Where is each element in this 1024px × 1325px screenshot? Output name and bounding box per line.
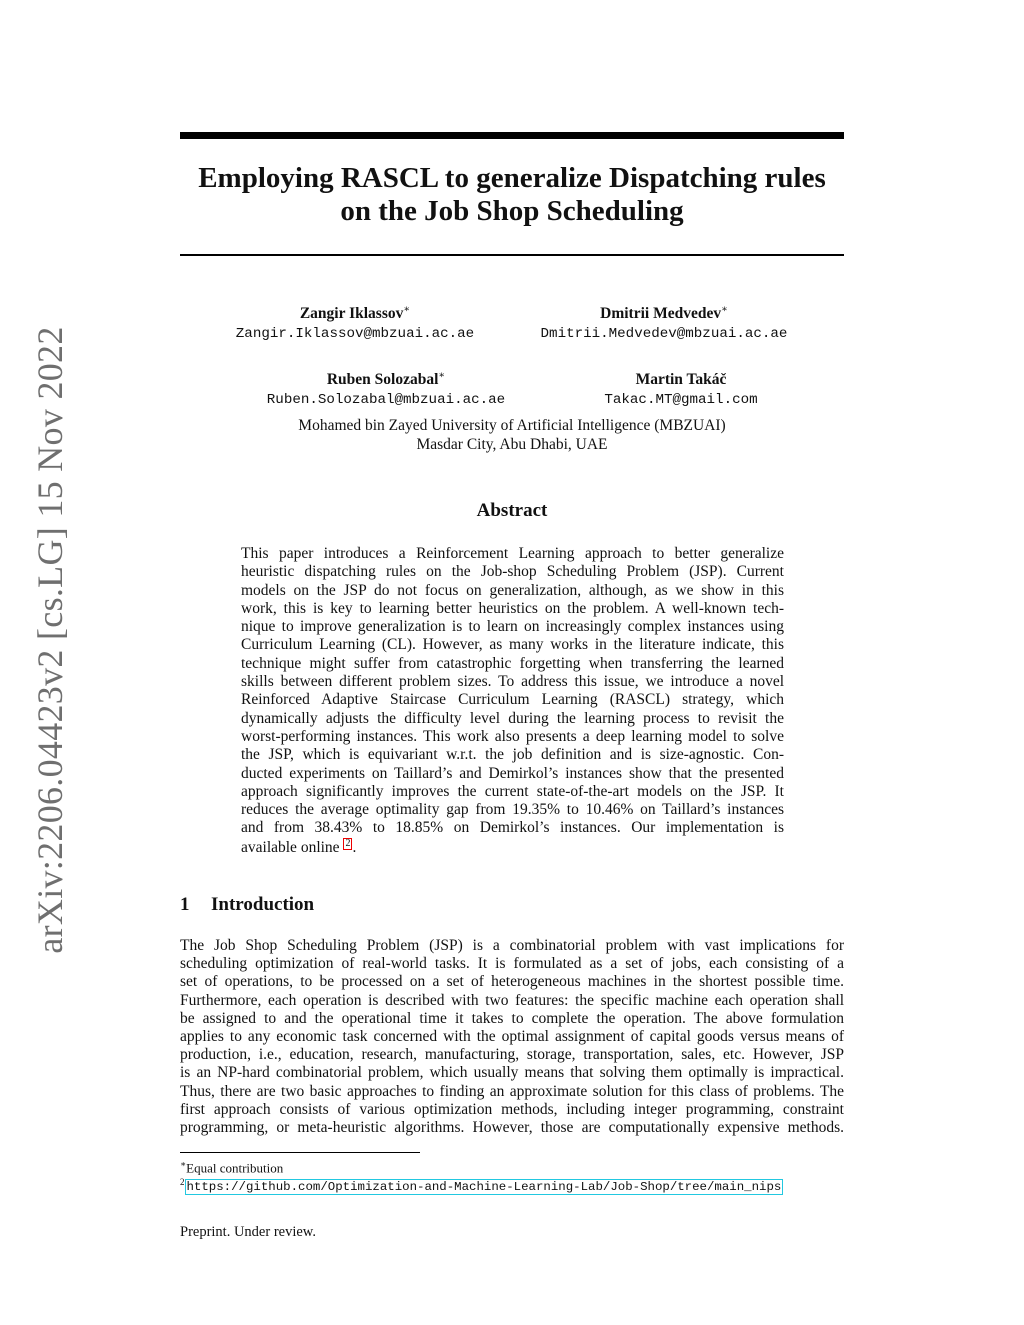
abstract-last-line: available online 2 . <box>241 837 357 856</box>
intro-line: first approach consists of various optimization methods, including integer programming, constraint <box>180 1100 844 1118</box>
intro-line: set of operations, to be processed on a set of heterogeneous machines in the shortest possible time. <box>180 973 844 991</box>
footnote-rule <box>180 1152 420 1153</box>
abstract-line: ducted experiments on Taillard’s and Demirkol’s instances show that the presented <box>241 764 784 782</box>
abstract-line: approach significantly improves the current state-of-the-art models on the JSP. It <box>241 782 784 800</box>
author-4 <box>521 366 841 410</box>
abstract-line: nique to improve generalization is to learn on increasingly complex instances using <box>241 618 784 636</box>
author-email[interactable]: Dmitrii.Medvedev@mbzuai.ac.ae <box>540 326 788 343</box>
abstract-line: dynamically adjusts the difficulty level during the learning process to revisit the <box>241 709 784 727</box>
author-email[interactable]: Zangir.Iklassov@mbzuai.ac.ae <box>235 326 475 343</box>
repository-link[interactable]: https://github.com/Optimization-and-Machine-Learning-Lab/Job-Shop/tree/main_nips <box>186 1180 782 1195</box>
section-number: 1 <box>180 894 190 915</box>
affiliation-line-1: Mohamed bin Zayed University of Artificial Intelligence (MBZUAI) <box>298 417 726 434</box>
abstract-line: heuristic dispatching rules on the Job-shop Scheduling Problem (JSP). Current <box>241 563 784 581</box>
intro-line: production, i.e., education, research, manufacturing, storage, transportation, sales, etc. However, JSP <box>180 1046 844 1064</box>
intro-line: The Job Shop Scheduling Problem (JSP) is a combinatorial problem with vast implications for <box>180 937 844 954</box>
abstract-line: the JSP, which is equivariant w.r.t. the job definition and is size-agnostic. Con- <box>241 746 784 764</box>
author-email[interactable]: Ruben.Solozabal@mbzuai.ac.ae <box>266 392 506 409</box>
abstract-heading: Abstract <box>476 500 548 521</box>
footnote-2-link[interactable]: 2 <box>345 837 351 849</box>
author-name: Dmitrii Medvedev∗ <box>600 304 728 323</box>
abstract-line: This paper introduces a Reinforcement Learning approach to better generalize <box>241 545 784 562</box>
paper-title: Employing RASCL to generalize Dispatching rules on the Job Shop Scheduling <box>198 162 826 227</box>
author-1 <box>195 300 515 344</box>
affiliation <box>180 416 844 454</box>
section-title: Introduction <box>211 894 315 915</box>
abstract-line: Reinforced Adaptive Staircase Curriculum Learning (RASCL) strategy, which <box>241 691 784 709</box>
abstract-body <box>241 545 784 857</box>
author-email[interactable]: Takac.MT@gmail.com <box>604 392 758 409</box>
abstract-line: skills between different problem sizes. To address this issue, we introduce a novel <box>241 673 784 691</box>
abstract-line: technique might suffer from catastrophic forgetting when transferring the learned <box>241 654 784 672</box>
affiliation-line-2: Masdar City, Abu Dhabi, UAE <box>416 436 608 453</box>
author-name: Zangir Iklassov∗ <box>299 304 411 323</box>
intro-line: programming, or meta-heuristic algorithms. However, those are computationally expensive methods. <box>180 1119 844 1137</box>
introduction-body <box>180 937 844 1137</box>
section-heading <box>180 894 314 916</box>
abstract-line: Curriculum Learning (CL). However, as many works in the literature indicate, this <box>241 636 784 654</box>
author-name: Ruben Solozabal∗ <box>326 370 446 389</box>
footnote-2: $^2$ https://github.com/Optimization-and-Machine-Learning-Lab/Job-Shop/tree/main_nips <box>180 1177 782 1195</box>
intro-line: be assigned to and the operational time it takes to complete the operation. The above formulation <box>180 1009 844 1027</box>
author-3 <box>226 366 546 410</box>
intro-line: scheduling optimization of real-world tasks. It is formulated as a set of jobs, each consisting of a <box>180 955 844 973</box>
abstract-line: work, this is key to learning better heuristics on the problem. A well-known tech- <box>241 599 784 617</box>
intro-line: Furthermore, each operation is described with two features: the specific machine each operation shall <box>180 991 844 1009</box>
author-2 <box>504 300 824 344</box>
title-bottom-rule <box>180 254 844 256</box>
preprint-footer: Preprint. Under review. <box>180 1224 316 1240</box>
title-top-rule <box>180 132 844 139</box>
footnote-1: ∗Equal contribution <box>180 1159 284 1176</box>
abstract-line: reduces the average optimality gap from 19.35% to 10.46% on Taillard’s instances <box>241 801 784 819</box>
intro-line: Thus, there are two basic approaches to finding an approximate solution for this class of problems. The <box>180 1082 844 1100</box>
abstract-line: worst-performing instances. This work also presents a deep learning model to solve <box>241 727 784 745</box>
arxiv-stamp: arXiv:2206.04423v2 [cs.LG] 15 Nov 2022 <box>30 326 70 954</box>
abstract-line: models on the JSP do not focus on generalization, although, as we show in this <box>241 581 784 599</box>
author-name: Martin Takáč <box>635 371 727 389</box>
intro-line: applies to any economic task concerned with the optimal assignment of capital goods versus means of <box>180 1028 844 1046</box>
intro-line: is an NP-hard combinatorial problem, which usually means that solving them optimally is impractical. <box>180 1064 844 1082</box>
abstract-line: and from 38.43% to 18.85% on Demirkol’s instances. Our implementation is <box>241 819 784 837</box>
